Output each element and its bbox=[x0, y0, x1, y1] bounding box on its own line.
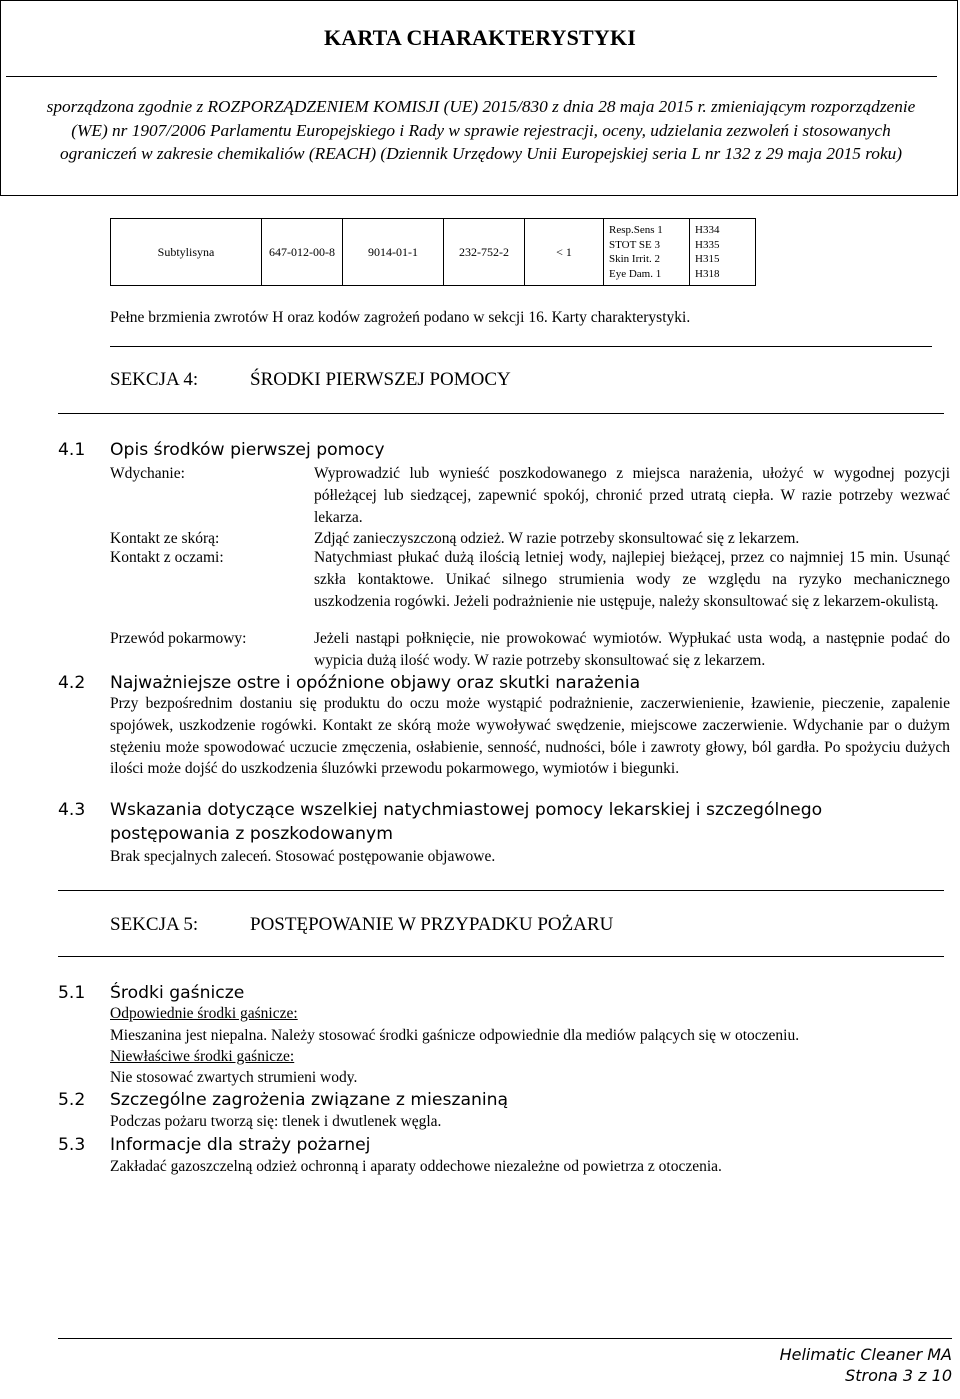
regulation-reference: sporządzona zgodnie z ROZPORZĄDZENIEM KOMISJI (UE) 2015/830 z dnia 28 maja 2015 r. zmieniającym rozporządzenie (WE) nr 1907/2006 Parlamentu Europejskiego i Rady w sprawie rejestracji, oceny, udzielania zezwoleń i stosowanych ograniczeń w zakresie chemikaliów (REACH) (Dziennik Urzędowy Unii Europejskiej seria L nr 132 z 29 maja 2015 roku) bbox=[46, 97, 916, 163]
subsection-4-2-heading: 4.2 Najważniejsze ostre i opóźnione objawy oraz skutki narażenia bbox=[58, 673, 641, 693]
section-4-title: ŚRODKI PIERWSZEJ POMOCY bbox=[250, 369, 511, 390]
document-title: KARTA CHARAKTERYSTYKI bbox=[323, 25, 637, 50]
header-box bbox=[0, 0, 958, 196]
section-4-label: SEKCJA 4: bbox=[110, 369, 199, 390]
component-h-codes: H334 H335 H315 H318 bbox=[690, 219, 756, 286]
component-table bbox=[110, 218, 756, 286]
footer-page-number: Strona 3 z 10 bbox=[845, 1366, 952, 1385]
section-5-label: SEKCJA 5: bbox=[110, 914, 199, 935]
component-cas: 647-012-00-8 bbox=[262, 219, 343, 286]
section-5-title: POSTĘPOWANIE W PRZYPADKU POŻARU bbox=[250, 914, 614, 935]
footer-product: Helimatic Cleaner MA bbox=[779, 1345, 952, 1364]
suitable-media-text: Mieszanina jest niepalna. Należy stosować środki gaśnicze odpowiednie dla mediów palących się w otoczeniu. bbox=[110, 1027, 800, 1044]
unsuitable-media-text: Nie stosować zwartych strumieni wody. bbox=[110, 1069, 358, 1086]
component-name: Subtylisyna bbox=[111, 219, 262, 286]
subsection-5-2-heading: 5.2 Szczególne zagrożenia związane z mieszaniną bbox=[58, 1090, 509, 1110]
item-text: Wyprowadzić lub wynieść poszkodowanego z miejsca narażenia, ułożyć w wygodnej pozycji półleżącej lub siedzącej, zapewnić spokój, chronić przed utratą ciepła. W razie potrzeby wezwać lekarza. bbox=[314, 465, 950, 526]
medical-advice-text: Brak specjalnych zaleceń. Stosować postępowanie objawowe. bbox=[110, 848, 496, 865]
fire-hazards-text: Podczas pożaru tworzą się: tlenek i dwutlenek węgla. bbox=[110, 1113, 442, 1130]
divider bbox=[110, 346, 932, 347]
item-text: Zdjąć zanieczyszczoną odzież. W razie potrzeby skonsultować się z lekarzem. bbox=[314, 530, 800, 547]
symptoms-text: Przy bezpośrednim dostaniu się produktu do oczu może wystąpić podrażnienie, zaczerwienienie, łzawienie, pieczenie, zapalenie spojówek, uszkodzenie rogówki. Kontakt ze skórą może wywoływać swędzenie, miejscowe zaczerwienie. Wdychanie par o dużym stężeniu może spowodować uczucie zmęczenia, osłabienie, senność, nudności, bóle i zawroty głowy, ból gardła. Po spożyciu dużych ilości może dojść do uszkodzenia śluzówki przewodu pokarmowego, wymiotów i biegunki. bbox=[110, 695, 950, 778]
firefighter-advice-text: Zakładać gazoszczelną odzież ochronną i aparaty oddechowe niezależne od powietrza z otoczenia. bbox=[110, 1158, 722, 1175]
divider bbox=[58, 956, 944, 957]
subsection-5-3-heading: 5.3 Informacje dla straży pożarnej bbox=[58, 1135, 371, 1155]
subsection-4-3-heading-cont: postępowania z poszkodowanym bbox=[110, 824, 393, 844]
item-label: Kontakt z oczami: bbox=[110, 549, 224, 566]
divider bbox=[58, 890, 944, 891]
footer-divider bbox=[58, 1338, 952, 1339]
item-text: Jeżeli nastąpi połknięcie, nie prowokować wymiotów. Wypłukać usta wodą, a następnie podać do wypicia dużą ilość wody. W razie potrzeby skonsultować się z lekarzem. bbox=[314, 630, 950, 669]
component-ec: 232-752-2 bbox=[444, 219, 525, 286]
item-text: Natychmiast płukać dużą ilością letniej wody, najlepiej bieżącej, przez co najmniej 15 min. Usunąć szkła kontaktowe. Unikać silnego strumienia wody ze względu na ryzyko mechanicznego uszkodzenia rogówki. Jeżeli podrażnienie nie ustępuje, należy skonsultować się z lekarzem-okulistą. bbox=[314, 549, 950, 610]
subsection-5-1-heading: 5.1 Środki gaśnicze bbox=[58, 983, 245, 1003]
divider bbox=[58, 413, 944, 414]
item-label: Kontakt ze skórą: bbox=[110, 530, 220, 547]
unsuitable-media-label: Niewłaściwe środki gaśnicze: bbox=[110, 1048, 295, 1065]
suitable-media-label: Odpowiednie środki gaśnicze: bbox=[110, 1005, 298, 1022]
item-label: Przewód pokarmowy: bbox=[110, 630, 247, 647]
item-label: Wdychanie: bbox=[110, 465, 185, 482]
component-index: 9014-01-1 bbox=[343, 219, 444, 286]
component-percent: < 1 bbox=[525, 219, 604, 286]
h-phrases-note: Pełne brzmienia zwrotów H oraz kodów zagrożeń podano w sekcji 16. Karty charakterystyki. bbox=[110, 309, 691, 326]
title-divider bbox=[6, 76, 937, 77]
subsection-4-3-heading: 4.3 Wskazania dotyczące wszelkiej natychmiastowej pomocy lekarskiej i szczególnego bbox=[58, 800, 823, 820]
subsection-4-1-heading: 4.1 Opis środków pierwszej pomocy bbox=[58, 440, 385, 460]
table-row bbox=[111, 219, 756, 286]
component-classification: Resp.Sens 1 STOT SE 3 Skin Irrit. 2 Eye Dam. 1 bbox=[604, 219, 690, 286]
